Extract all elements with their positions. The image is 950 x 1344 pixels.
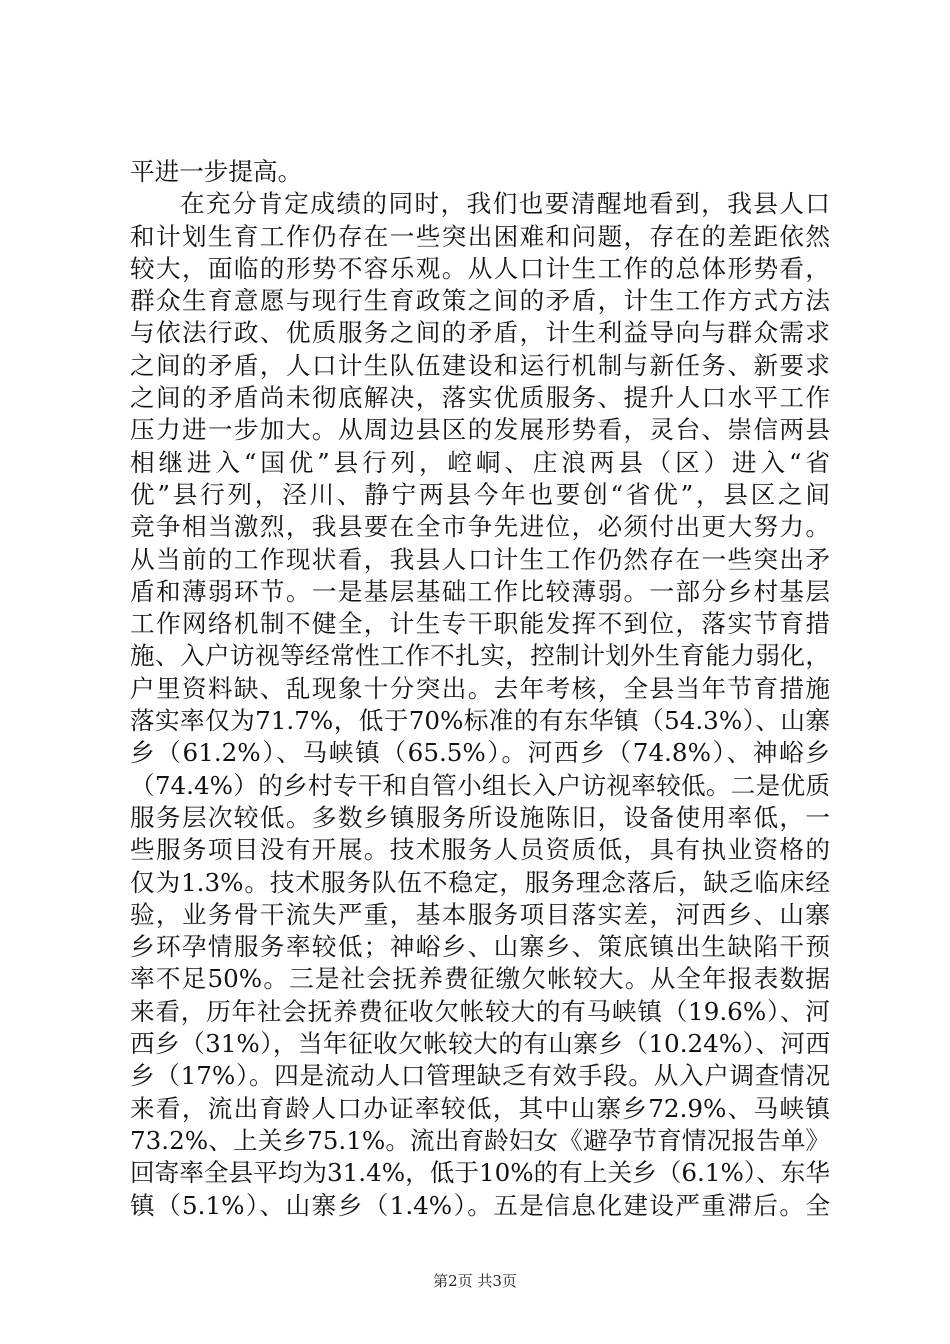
paragraph-line: 乡（17%）。四是流动人口管理缺乏有效手段。从入户调查情况 [130, 1061, 830, 1091]
paragraph-line: 西乡（31%），当年征收欠帐较大的有山寨乡（10.24%）、河西 [130, 1029, 830, 1059]
paragraph-line: 户里资料缺、乱现象十分突出。去年考核，全县当年节育措施 [130, 673, 830, 703]
paragraph-line: 施、入户访视等经常性工作不扎实，控制计划外生育能力弱化， [130, 641, 830, 671]
paragraph-line: 率不足50%。三是社会抚养费征缴欠帐较大。从全年报表数据 [130, 964, 830, 994]
paragraph-line: 乡（61.2%）、马峡镇（65.5%）。河西乡（74.8%）、神峪乡 [130, 738, 830, 768]
paragraph-line: 和计划生育工作仍存在一些突出困难和问题，存在的差距依然 [130, 221, 830, 251]
paragraph-line: 73.2%、上关乡75.1%。流出育龄妇女《避孕节育情况报告单》 [130, 1125, 830, 1155]
paragraph-line: 些服务项目没有开展。技术服务人员资质低，具有执业资格的 [130, 835, 830, 865]
paragraph-line: 之间的矛盾尚未彻底解决，落实优质服务、提升人口水平工作 [130, 383, 830, 413]
paragraph-line: 平进一步提高。 [130, 157, 303, 186]
paragraph-line: 之间的矛盾，人口计生队伍建设和运行机制与新任务、新要求 [130, 350, 830, 380]
paragraph-line: 镇（5.1%）、山寨乡（1.4%）。五是信息化建设严重滞后。全 [130, 1190, 830, 1220]
paragraph-line: 验，业务骨干流失严重，基本服务项目落实差，河西乡、山寨 [130, 899, 830, 929]
document-body [130, 156, 830, 1222]
paragraph-line: 与依法行政、优质服务之间的矛盾，计生利益导向与群众需求 [130, 318, 830, 348]
paragraph-line: 压力进一步加大。从周边县区的发展形势看，灵台、崇信两县 [130, 415, 830, 445]
paragraph-line: 优”县行列，泾川、静宁两县今年也要创“省优”，县区之间 [130, 479, 830, 509]
paragraph-line: 从当前的工作现状看，我县人口计生工作仍然存在一些突出矛 [130, 544, 830, 574]
paragraph-line: （74.4%）的乡村专干和自管小组长入户访视率较低。二是优质 [130, 770, 830, 800]
page-number-footer: 第2页 共3页 [433, 1272, 517, 1290]
paragraph-line: 回寄率全县平均为31.4%，低于10%的有上关乡（6.1%）、东华 [130, 1158, 830, 1188]
paragraph-line: 仅为1.3%。技术服务队伍不稳定，服务理念落后，缺乏临床经 [130, 867, 830, 897]
paragraph-line: 来看，历年社会抚养费征收欠帐较大的有马峡镇（19.6%）、河 [130, 996, 830, 1026]
paragraph-line: 相继进入“国优”县行列，崆峒、庄浪两县（区）进入“省 [130, 447, 830, 477]
paragraph-line: 落实率仅为71.7%，低于70%标准的有东华镇（54.3%）、山寨 [130, 706, 830, 736]
paragraph-line: 较大，面临的形势不容乐观。从人口计生工作的总体形势看， [130, 253, 830, 283]
paragraph-line: 工作网络机制不健全，计生专干职能发挥不到位，落实节育措 [130, 609, 830, 639]
paragraph-line: 竞争相当激烈，我县要在全市争先进位，必须付出更大努力。 [130, 512, 830, 542]
paragraph-line: 群众生育意愿与现行生育政策之间的矛盾，计生工作方式方法 [130, 286, 830, 316]
paragraph-line: 乡环孕情服务率较低；神峪乡、山寨乡、策底镇出生缺陷干预 [130, 932, 830, 962]
paragraph-line: 盾和薄弱环节。一是基层基础工作比较薄弱。一部分乡村基层 [130, 576, 830, 606]
paragraph-line: 服务层次较低。多数乡镇服务所设施陈旧，设备使用率低，一 [130, 802, 830, 832]
paragraph-line: 在充分肯定成绩的同时，我们也要清醒地看到，我县人口 [180, 189, 830, 219]
paragraph-line: 来看，流出育龄人口办证率较低，其中山寨乡72.9%、马峡镇 [130, 1093, 830, 1123]
